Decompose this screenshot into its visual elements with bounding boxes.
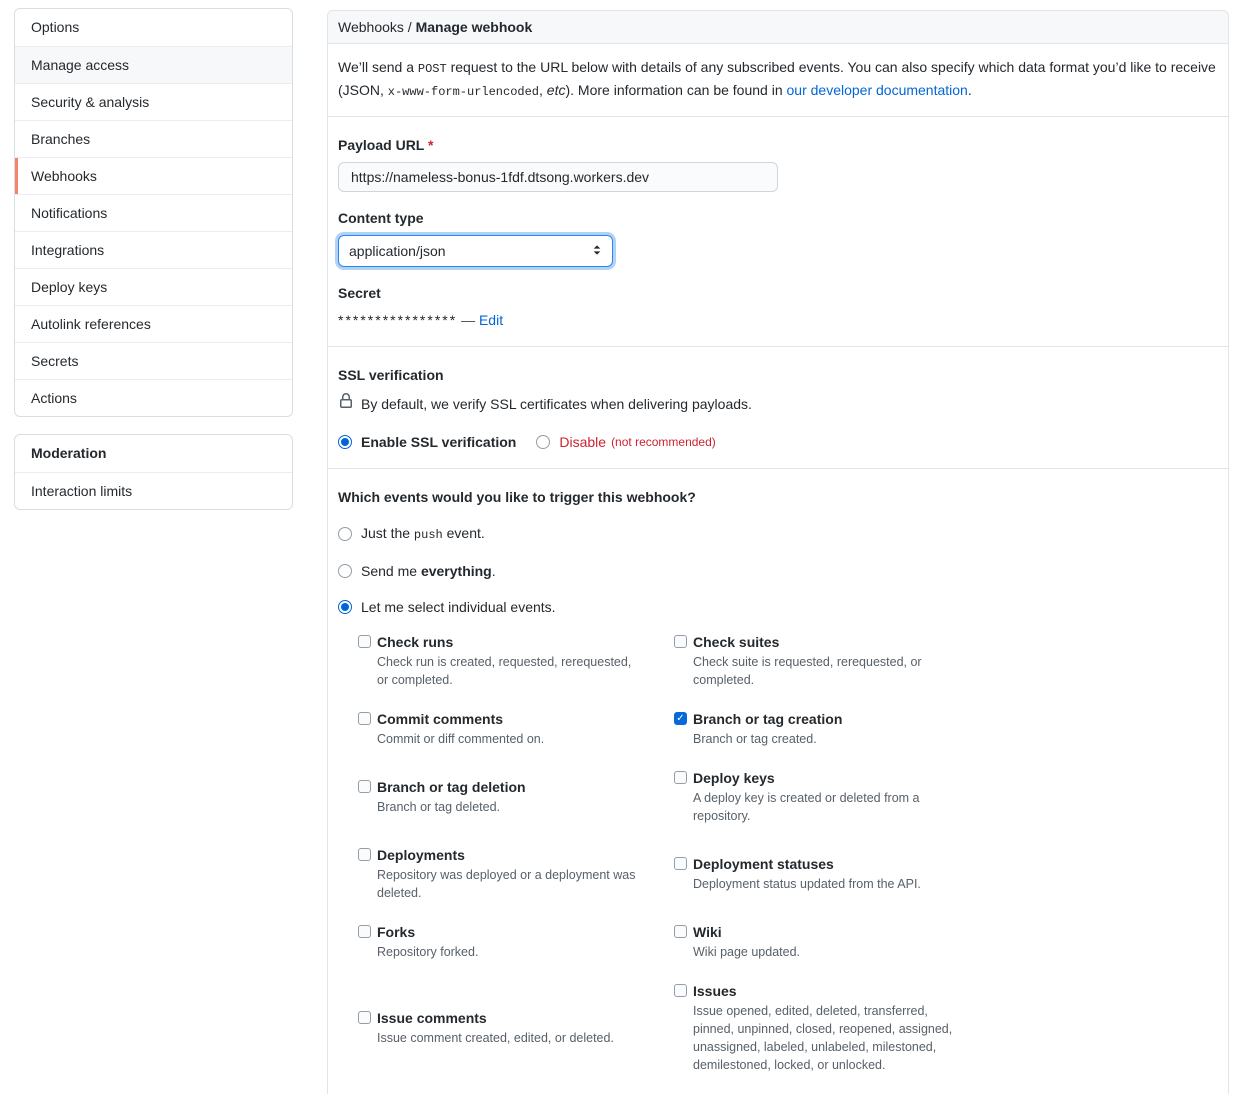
payload-url-label	[338, 135, 1218, 155]
settings-sidebar	[14, 8, 293, 510]
event-description: Check run is created, requested, rerequested, or completed.	[377, 655, 632, 687]
payload-url-label-text: Payload URL	[338, 137, 425, 153]
event-description: Repository forked.	[377, 945, 479, 959]
event-row	[358, 845, 990, 902]
just-push-text: Just the	[361, 525, 414, 541]
radio-individual-events[interactable]	[338, 597, 1218, 617]
sidebar-item-security-analysis[interactable]: Security & analysis	[15, 83, 292, 120]
sidebar-item-manage-access[interactable]: Manage access	[15, 46, 292, 83]
event-title: Branch or tag deletion	[377, 779, 526, 795]
disable-ssl-option[interactable]	[536, 432, 715, 452]
content-type-select[interactable]	[338, 235, 613, 267]
content-type-label: Content type	[338, 210, 424, 226]
deploy-keys-checkbox[interactable]	[674, 771, 687, 784]
event-option-branch-or-tag-creation[interactable]	[674, 709, 990, 748]
webhook-form	[328, 117, 1228, 347]
event-title: Issues	[693, 983, 737, 999]
content-type-value: application/json	[349, 243, 446, 259]
individual-events-label: Let me select individual events.	[361, 599, 556, 615]
event-option-wiki[interactable]	[674, 922, 990, 961]
branch-or-tag-creation-checkbox[interactable]	[674, 712, 687, 725]
secret-label: Secret	[338, 285, 381, 301]
radio-just-push[interactable]	[338, 523, 1218, 545]
sidebar-item-secrets[interactable]: Secrets	[15, 342, 292, 379]
send-everything-label	[361, 561, 496, 581]
issues-checkbox[interactable]	[674, 984, 687, 997]
intro-etc: etc	[546, 82, 566, 98]
disable-ssl-note: (not recommended)	[611, 435, 716, 449]
enable-ssl-radio[interactable]	[338, 435, 352, 449]
just-push-text-end: event.	[442, 525, 485, 541]
event-description: Branch or tag deleted.	[377, 800, 500, 814]
sidebar-item-autolink-references[interactable]: Autolink references	[15, 305, 292, 342]
breadcrumb	[328, 11, 1228, 44]
disable-ssl-radio[interactable]	[536, 435, 550, 449]
sidebar-item-integrations[interactable]: Integrations	[15, 231, 292, 268]
breadcrumb-webhooks-link[interactable]: Webhooks	[338, 19, 404, 35]
moderation-nav-box	[14, 434, 293, 510]
issue-comments-checkbox[interactable]	[358, 1011, 371, 1024]
radio-send-everything[interactable]	[338, 561, 1218, 581]
forks-checkbox[interactable]	[358, 925, 371, 938]
intro-code-urlencoded: x-www-form-urlencoded	[387, 85, 540, 99]
payload-url-input[interactable]	[338, 162, 778, 192]
send-everything-text: Send me	[361, 563, 421, 579]
event-description: Check suite is requested, rerequested, or completed.	[693, 655, 922, 687]
intro-text: .	[967, 82, 972, 98]
ssl-verification-section	[328, 347, 1228, 469]
payload-url-group	[338, 135, 1218, 192]
event-row	[358, 922, 990, 961]
event-title: Branch or tag creation	[693, 711, 843, 727]
developer-documentation-link[interactable]: our developer documentation	[786, 82, 968, 98]
event-title: Deployment statuses	[693, 856, 834, 872]
everything-bold: everything	[420, 563, 492, 579]
events-heading: Which events would you like to trigger this webhook?	[338, 489, 696, 505]
event-option-deployments[interactable]	[358, 845, 674, 902]
event-option-check-suites[interactable]	[674, 632, 990, 689]
event-option-issue-comments[interactable]	[358, 1008, 674, 1047]
event-title: Issue comments	[377, 1010, 487, 1026]
sidebar-item-webhooks[interactable]: Webhooks	[15, 157, 292, 194]
ssl-note	[338, 393, 1218, 414]
just-push-label	[361, 523, 485, 545]
check-suites-checkbox[interactable]	[674, 635, 687, 648]
sidebar-item-interaction-limits[interactable]: Interaction limits	[15, 472, 292, 509]
intro-text: We’ll send a	[338, 59, 418, 75]
page-title: Manage webhook	[415, 19, 533, 35]
event-row	[358, 709, 990, 748]
event-title: Check suites	[693, 634, 780, 650]
event-option-commit-comments[interactable]	[358, 709, 674, 748]
sidebar-item-notifications[interactable]: Notifications	[15, 194, 292, 231]
event-description: Issue comment created, edited, or deleted.	[377, 1031, 614, 1045]
lock-icon	[338, 393, 354, 414]
check-runs-checkbox[interactable]	[358, 635, 371, 648]
breadcrumb-separator: /	[407, 19, 412, 35]
event-option-deployment-statuses[interactable]	[674, 854, 990, 893]
branch-or-tag-deletion-checkbox[interactable]	[358, 780, 371, 793]
moderation-header: Moderation	[31, 445, 107, 461]
deployments-checkbox[interactable]	[358, 848, 371, 861]
select-caret-icon	[590, 243, 604, 260]
event-title: Check runs	[377, 634, 454, 650]
event-description: Deployment status updated from the API.	[693, 877, 921, 891]
wiki-checkbox[interactable]	[674, 925, 687, 938]
sidebar-item-deploy-keys[interactable]: Deploy keys	[15, 268, 292, 305]
event-description: Wiki page updated.	[693, 945, 801, 959]
event-description: A deploy key is created or deleted from a repository.	[693, 791, 920, 823]
required-asterisk: *	[428, 137, 434, 153]
event-description: Repository was deployed or a deployment was deleted.	[377, 868, 636, 900]
event-title: Commit comments	[377, 711, 504, 727]
ssl-radio-group	[338, 432, 1218, 452]
event-option-forks[interactable]	[358, 922, 674, 961]
events-section	[328, 469, 1228, 1074]
sidebar-item-options[interactable]: Options	[31, 19, 80, 35]
disable-ssl-label: Disable	[559, 434, 607, 450]
intro-text: request to the URL below with details of any subscribed events. You can also specify which data format you’d like to receive (JSON,	[338, 59, 1216, 98]
manage-webhook-box	[327, 10, 1229, 1094]
intro-text: ). More information can be found in	[565, 82, 787, 98]
content-type-group	[338, 208, 1218, 267]
deployment-statuses-checkbox[interactable]	[674, 857, 687, 870]
sidebar-item-branches[interactable]: Branches	[15, 120, 292, 157]
event-title: Wiki	[693, 924, 722, 940]
event-option-deploy-keys[interactable]	[674, 768, 990, 825]
sidebar-item-actions[interactable]: Actions	[15, 379, 292, 416]
event-description: Issue opened, edited, deleted, transferred, pinned, unpinned, closed, reopened, assigned, unassigned, labeled, unlabeled, milestoned, demilestoned, locked, or unlocked.	[693, 1004, 953, 1072]
event-option-branch-or-tag-deletion[interactable]	[358, 777, 674, 816]
event-description: Branch or tag created.	[693, 732, 817, 746]
event-title: Forks	[377, 924, 416, 940]
secret-line	[338, 310, 1218, 330]
event-description: Commit or diff commented on.	[377, 732, 545, 746]
individual-events-radio[interactable]	[338, 600, 352, 614]
settings-nav-box	[14, 8, 293, 417]
ssl-verification-heading: SSL verification	[338, 367, 444, 383]
event-checkbox-grid	[358, 632, 990, 1074]
commit-comments-checkbox[interactable]	[358, 712, 371, 725]
event-option-check-runs[interactable]	[358, 632, 674, 689]
send-everything-text-end: .	[491, 563, 496, 579]
event-row	[358, 632, 990, 689]
secret-separator: —	[461, 312, 476, 328]
just-push-radio[interactable]	[338, 527, 352, 541]
send-everything-radio[interactable]	[338, 564, 352, 578]
event-row	[358, 981, 990, 1074]
push-code: push	[413, 528, 443, 542]
event-title: Deployments	[377, 847, 465, 863]
secret-group	[338, 283, 1218, 330]
secret-masked-value: ****************	[338, 312, 458, 328]
event-row	[358, 768, 990, 825]
event-title: Deploy keys	[693, 770, 775, 786]
secret-edit-link[interactable]: Edit	[478, 312, 504, 328]
ssl-note-text: By default, we verify SSL certificates when delivering payloads.	[361, 395, 752, 412]
event-option-issues[interactable]	[674, 981, 990, 1074]
intro-text: ,	[539, 82, 547, 98]
webhook-intro	[328, 44, 1228, 117]
enable-ssl-label[interactable]: Enable SSL verification	[361, 434, 517, 450]
intro-code-post: POST	[417, 62, 447, 76]
